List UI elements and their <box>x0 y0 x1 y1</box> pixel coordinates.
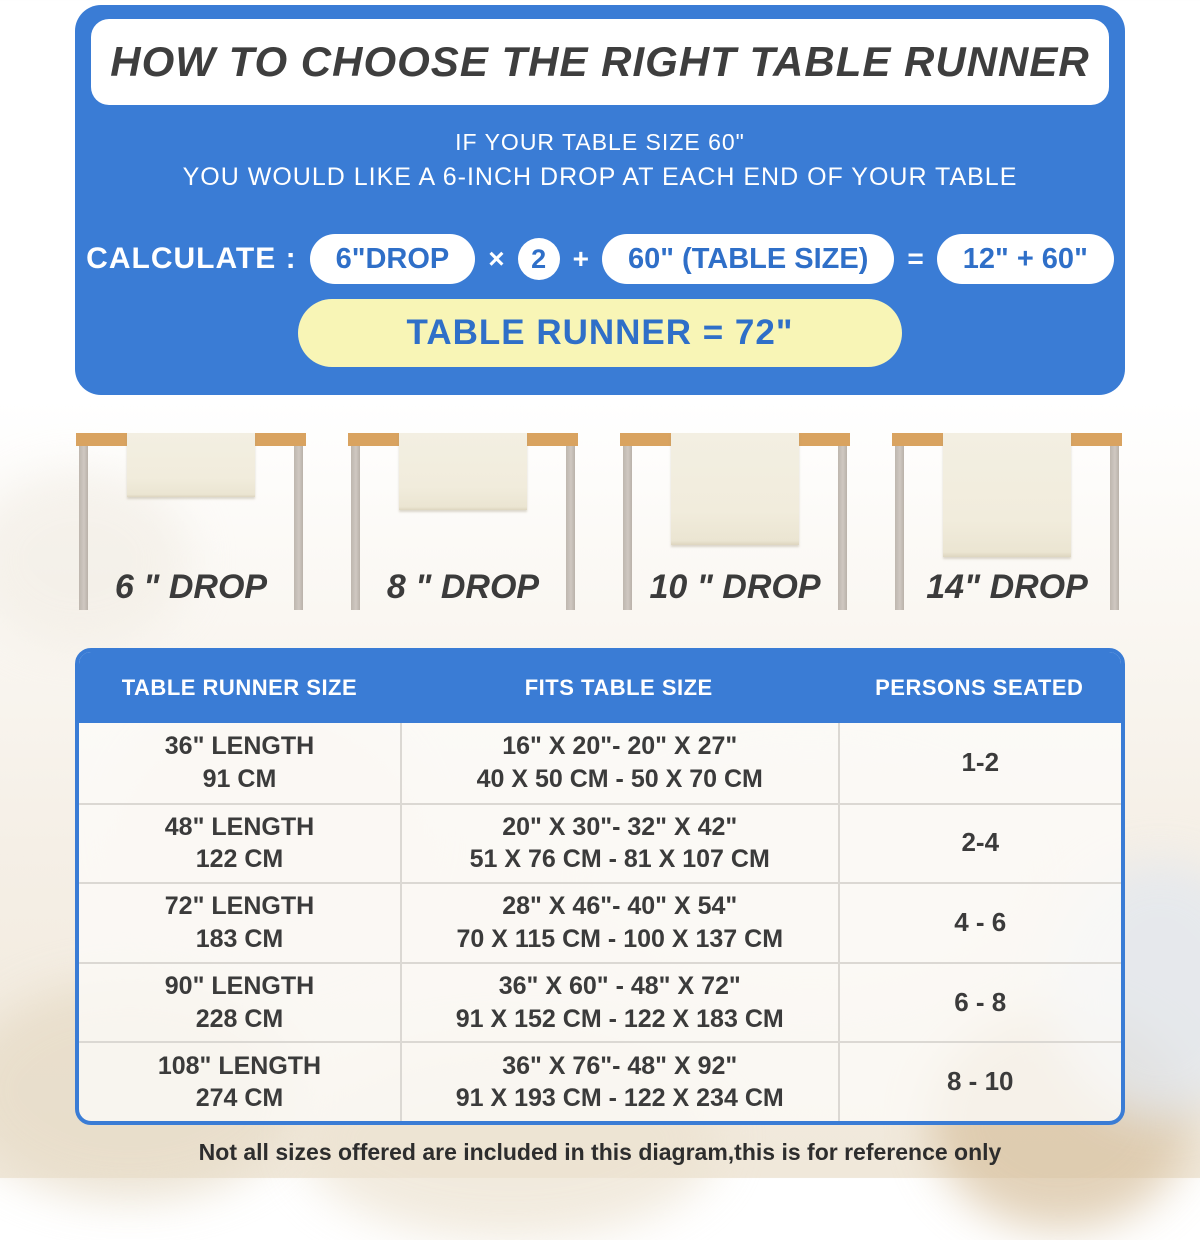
fits-inches: 36" X 76"- 48" X 92" <box>502 1051 738 1080</box>
drop-label: 6 " DROP <box>114 568 268 606</box>
table-runner <box>943 433 1071 557</box>
hero-card <box>75 5 1125 395</box>
fits-table-cell <box>400 805 838 883</box>
runner-size-cm: 91 CM <box>202 764 277 793</box>
column-header-runner-size: TABLE RUNNER SIZE <box>121 674 358 700</box>
calculate-label: CALCULATE : <box>86 242 297 275</box>
column-header-persons: PERSONS SEATED <box>875 674 1084 700</box>
footer-disclaimer: Not all sizes offered are included in this diagram,this is for reference only <box>198 1139 1002 1165</box>
multiplier-badge: 2 <box>518 238 560 280</box>
drop-label: 14" DROP <box>926 568 1088 606</box>
table-row <box>79 962 1121 1042</box>
fits-inches: 28" X 46"- 40" X 54" <box>502 892 738 921</box>
runner-size-cell <box>79 723 400 803</box>
runner-size-cm: 274 CM <box>195 1084 284 1113</box>
persons-seated-cell: 1-2 <box>838 723 1121 803</box>
fits-inches: 16" X 20"- 20" X 27" <box>502 732 738 761</box>
fits-inches: 20" X 30"- 32" X 42" <box>502 812 738 841</box>
equals-operator: = <box>907 243 924 274</box>
plus-operator: + <box>572 243 589 274</box>
subtitle-line-1: IF YOUR TABLE SIZE 60" <box>455 129 745 155</box>
drop-label: 10 " DROP <box>649 568 821 606</box>
fits-cm: 91 X 193 CM - 122 X 234 CM <box>455 1084 784 1113</box>
runner-size-inches: 72" LENGTH <box>164 892 315 921</box>
table-size-pill: 60" (TABLE SIZE) <box>602 234 894 284</box>
table-runner <box>127 433 255 497</box>
times-operator: × <box>488 243 505 274</box>
persons-seated-cell: 4 - 6 <box>838 884 1121 962</box>
fits-table-cell <box>400 964 838 1042</box>
size-chart-header <box>79 652 1121 723</box>
runner-size-inches: 108" LENGTH <box>157 1051 322 1080</box>
table-figure-14-drop <box>892 430 1122 625</box>
drop-pill: 6"DROP <box>310 234 476 284</box>
runner-size-cell <box>79 1043 400 1121</box>
subtitle-line-2: YOU WOULD LIKE A 6-INCH DROP AT EACH END OF YOUR TABLE <box>182 163 1018 191</box>
table-figure-8-drop <box>348 430 578 625</box>
table-runner <box>671 433 799 545</box>
fits-cm: 40 X 50 CM - 50 X 70 CM <box>476 764 763 793</box>
fits-cm: 51 X 76 CM - 81 X 107 CM <box>469 845 770 874</box>
runner-size-cm: 122 CM <box>195 845 284 874</box>
table-row <box>79 803 1121 883</box>
runner-size-cell <box>79 964 400 1042</box>
size-chart-card <box>75 648 1125 1125</box>
fits-table-cell <box>400 723 838 803</box>
runner-size-cm: 228 CM <box>195 1004 284 1033</box>
sum-pill: 12" + 60" <box>937 234 1114 284</box>
page-title: HOW TO CHOOSE THE RIGHT TABLE RUNNER <box>110 38 1090 85</box>
result-text: TABLE RUNNER = 72" <box>406 313 794 352</box>
table-row <box>79 1041 1121 1121</box>
fits-table-cell <box>400 884 838 962</box>
fits-inches: 36" X 60" - 48" X 72" <box>498 972 741 1001</box>
fits-table-cell <box>400 1043 838 1121</box>
title-box <box>91 19 1109 105</box>
runner-size-inches: 48" LENGTH <box>164 812 315 841</box>
table-row <box>79 723 1121 803</box>
table-figure-6-drop <box>76 430 306 625</box>
persons-seated-cell: 8 - 10 <box>838 1043 1121 1121</box>
drop-figures-row <box>76 430 1122 625</box>
table-figure-10-drop <box>620 430 850 625</box>
persons-seated-cell: 6 - 8 <box>838 964 1121 1042</box>
persons-seated-cell: 2-4 <box>838 805 1121 883</box>
runner-size-inches: 90" LENGTH <box>164 972 315 1001</box>
runner-size-cell <box>79 884 400 962</box>
fits-cm: 70 X 115 CM - 100 X 137 CM <box>456 924 784 953</box>
drop-label: 8 " DROP <box>386 568 540 606</box>
runner-size-cm: 183 CM <box>195 924 284 953</box>
table-runner <box>399 433 527 510</box>
table-row <box>79 882 1121 962</box>
fits-cm: 91 X 152 CM - 122 X 183 CM <box>455 1004 784 1033</box>
calculation-row <box>75 233 1125 285</box>
runner-size-cell <box>79 805 400 883</box>
runner-size-inches: 36" LENGTH <box>164 732 315 761</box>
column-header-fits-table: FITS TABLE SIZE <box>524 674 713 700</box>
result-pill <box>298 299 902 367</box>
